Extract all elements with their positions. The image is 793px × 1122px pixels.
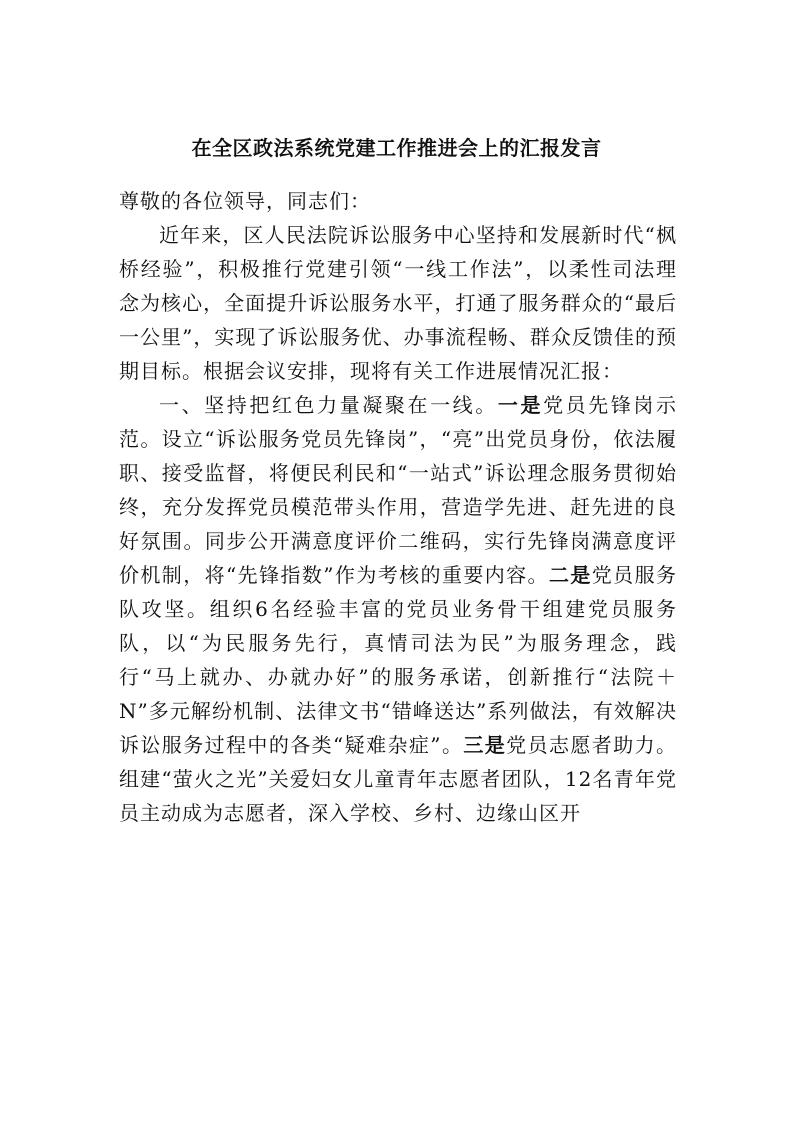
salutation: 尊敬的各位领导，同志们：: [119, 189, 371, 213]
document-body: [119, 184, 677, 830]
point-three-text: 党员志愿者助力。组建“萤火之光”关爱妇女儿童青年志愿者团队，12名青年党员主动成为志愿者，深入学校、乡村、边缘山区开: [119, 733, 678, 825]
point-two-text: 党员服务队攻坚。组织6名经验丰富的党员业务骨干组建党员服务队，以“为民服务先行，真情司法为民”为服务理念，践行“马上就办、办就办好”的服务承诺，创新推行“法院＋N”多元解纷机制、法律文书“错峰送达”系列做法，有效解决诉讼服务过程中的各类“疑难杂症”。: [119, 563, 677, 757]
paragraph-intro: 近年来，区人民法院诉讼服务中心坚持和发展新时代“枫桥经验”，积极推行党建引领“一线工作法”，以柔性司法理念为核心，全面提升诉讼服务水平，打通了服务群众的“最后一公里”，实现了诉讼服务优、办事流程畅、群众反馈佳的预期目标。根据会议安排，现将有关工作进展情况汇报：: [119, 223, 677, 383]
point-two-label: 二是: [548, 563, 592, 587]
paragraph-section-one: [119, 388, 677, 830]
point-one-label: 一是: [497, 393, 544, 417]
document-title: 在全区政法系统党建工作推进会上的汇报发言: [191, 136, 602, 160]
point-three-label: 三是: [463, 733, 507, 757]
section-heading: 一、坚持把红色力量凝聚在一线。: [159, 393, 498, 417]
point-one-text: 党员先锋岗示范。设立“诉讼服务党员先锋岗”，“亮”出党员身份，依法履职、接受监督，将便民利民和“一站式”诉讼理念服务贯彻始终，充分发挥党员模范带头作用，营造学先进、赶先进的良好氛围。同步公开满意度评价二维码，实行先锋岗满意度评价机制，将“先锋指数”作为考核的重要内容。: [119, 393, 678, 587]
